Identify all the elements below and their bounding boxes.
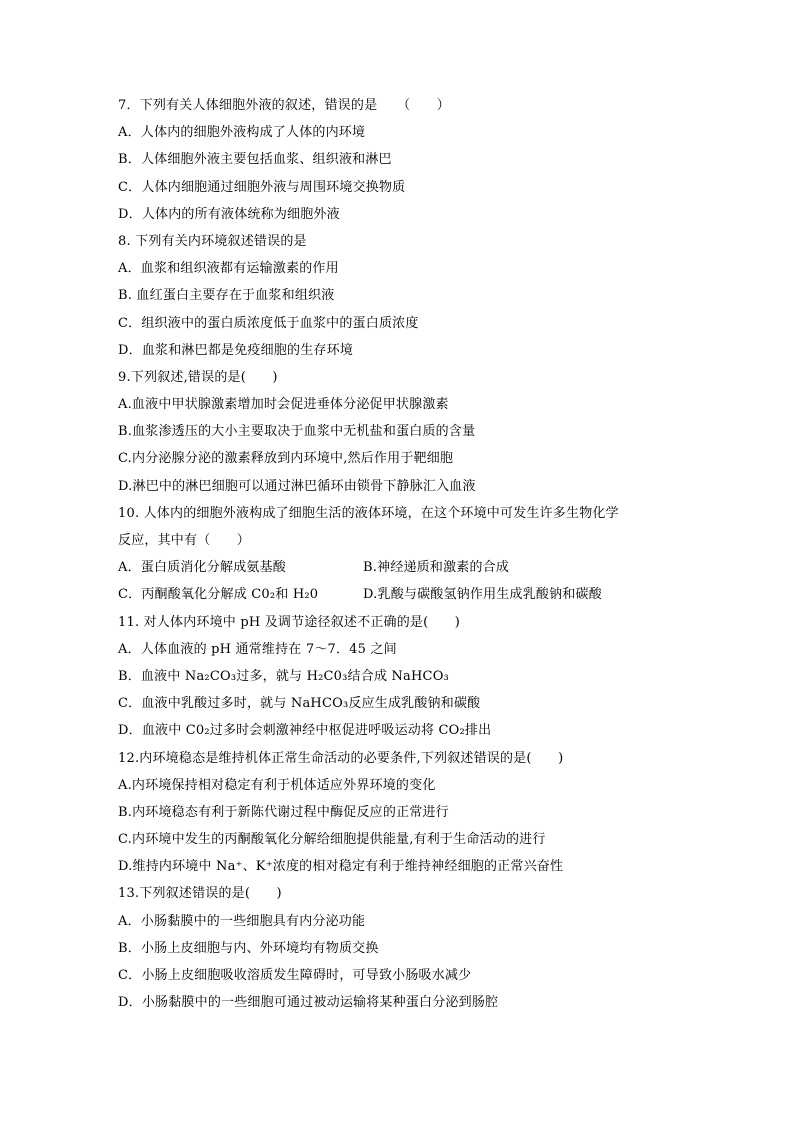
option-c: C．小肠上皮细胞吸收溶质发生障碍时，可导致小肠吸水减少: [118, 968, 472, 983]
option-c: C.内环境中发生的丙酮酸氧化分解给细胞提供能量,有利于生命活动的进行: [118, 832, 546, 848]
question-stem: 8. 下列有关内环境叙述错误的是: [118, 233, 307, 249]
option-d: D．血液中 C0₂过多时会刺激神经中枢促进呼吸运动将 CO₂排出: [118, 723, 492, 739]
option-b: B.血浆渗透压的大小主要取决于血浆中无机盐和蛋白质的含量: [118, 424, 476, 440]
option-d: D.维持内环境中 Na⁺、K⁺浓度的相对稳定有利于维持神经细胞的正常兴奋性: [118, 859, 564, 875]
option-c: C.内分泌腺分泌的激素释放到内环境中,然后作用于靶细胞: [118, 451, 454, 467]
question-9: [118, 364, 678, 500]
question-8: [118, 228, 678, 364]
question-stem: 10. 人体内的细胞外液构成了细胞生活的液体环境，在这个环境中可发生许多生物化学: [118, 505, 619, 521]
options-row-ab: [118, 554, 678, 581]
option-c: C．血液中乳酸过多时，就与 NaHCO₃反应生成乳酸钠和碳酸: [118, 696, 481, 712]
option-c: C．人体内细胞通过细胞外液与周围环境交换物质: [118, 179, 406, 195]
option-b: B．血液中 Na₂CO₃过多，就与 H₂C0₃结合成 NaHCO₃: [118, 668, 449, 684]
option-a: A．血浆和组织液都有运输激素的作用: [118, 261, 339, 277]
option-c: C．组织液中的蛋白质浓度低于血浆中的蛋白质浓度: [118, 315, 419, 331]
option-d: D．人体内的所有液体统称为细胞外液: [118, 206, 340, 222]
question-stem: 13.下列叙述错误的是( ): [118, 886, 282, 902]
option-a: A．蛋白质消化分解成氨基酸: [118, 560, 286, 576]
option-a: A．人体血液的 pH 通常维持在 7～7．45 之间: [118, 641, 397, 657]
option-b: B．小肠上皮细胞与内、外环境均有物质交换: [118, 940, 379, 956]
question-stem: 11. 对人体内环境中 pH 及调节途径叙述不正确的是( ): [118, 614, 461, 630]
option-a: A．人体内的细胞外液构成了人体的内环境: [118, 125, 366, 141]
option-b: B.内环境稳态有利于新陈代谢过程中酶促反应的正常进行: [118, 804, 449, 820]
question-stem: 7．下列有关人体细胞外液的叙述，错误的是 （ ）: [118, 98, 450, 113]
option-b: B．人体细胞外液主要包括血浆、组织液和淋巴: [118, 152, 392, 168]
option-d: D．小肠黏膜中的一些细胞可通过被动运输将某种蛋白分泌到肠腔: [118, 995, 499, 1011]
question-10: [118, 500, 678, 609]
question-stem-continued: 反应，其中有（ ）: [118, 533, 251, 548]
option-b: B. 血红蛋白主要存在于血浆和组织液: [118, 288, 335, 304]
question-stem: 9.下列叙述,错误的是( ): [118, 369, 278, 385]
option-a: A.内环境保持相对稳定有利于机体适应外界环境的变化: [118, 777, 436, 793]
option-b: B.神经递质和激素的合成: [363, 560, 510, 576]
question-12: [118, 745, 678, 881]
option-c: C．丙酮酸氧化分解成 C0₂和 H₂0: [118, 587, 319, 603]
option-d: D.淋巴中的淋巴细胞可以通过淋巴循环由锁骨下静脉汇入血液: [118, 478, 476, 494]
question-13: [118, 880, 678, 1016]
question-7: [118, 92, 678, 228]
option-d: D.乳酸与碳酸氢钠作用生成乳酸钠和碳酸: [363, 587, 602, 603]
question-11: [118, 609, 678, 745]
option-a: A.血液中甲状腺激素增加时会促进垂体分泌促甲状腺激素: [118, 397, 449, 413]
option-a: A．小肠黏膜中的一些细胞具有内分泌功能: [118, 913, 366, 929]
option-d: D．血浆和淋巴都是免疫细胞的生存环境: [118, 342, 354, 358]
options-row-cd: [118, 581, 678, 608]
document-page: [118, 92, 678, 1016]
question-stem: 12.内环境稳态是维持机体正常生命活动的必要条件,下列叙述错误的是( ): [118, 750, 564, 766]
